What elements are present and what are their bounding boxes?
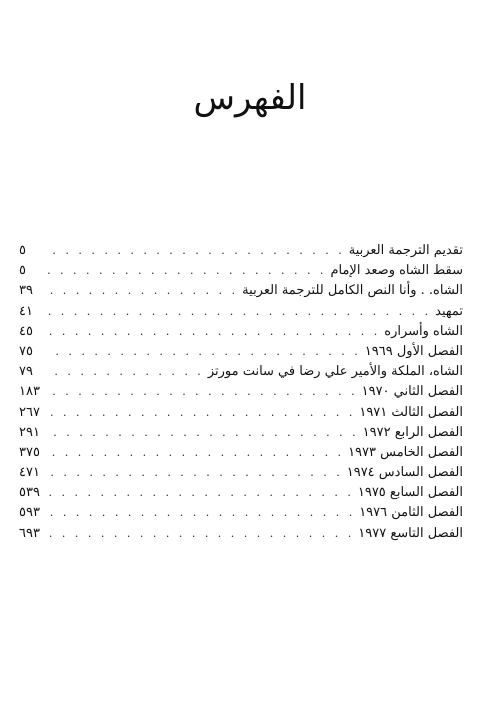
toc-entry xyxy=(19,503,463,523)
page-title: الفهرس xyxy=(193,78,307,118)
dot-leader xyxy=(45,261,326,281)
dot-leader xyxy=(45,382,358,402)
dot-leader xyxy=(45,423,359,443)
toc-entry-page: ٧٥ xyxy=(19,343,33,359)
toc-entry xyxy=(19,524,463,544)
toc-entry xyxy=(19,423,463,443)
toc-entry-title: تقديم الترجمة العربية xyxy=(348,243,463,258)
toc-entry xyxy=(19,443,463,463)
dot-leader xyxy=(45,281,238,301)
toc-entry xyxy=(19,342,463,362)
dot-leader xyxy=(45,302,431,322)
toc-entry-page: ٣٩ xyxy=(19,283,33,299)
toc-entry-page: ٤٧١ xyxy=(19,465,40,481)
toc-entry-page: ٥ xyxy=(19,243,26,258)
dot-leader xyxy=(45,524,354,544)
toc-entry-page: ٦٩٣ xyxy=(19,525,40,541)
toc-entry-title: الشاه، الملكة والأمير علي رضا في سانت مورتز xyxy=(207,364,463,380)
toc-entry-title: الشاه. . وأنا النص الكامل للترجمة العربية xyxy=(242,283,463,299)
toc-entry xyxy=(19,241,463,261)
dot-leader xyxy=(45,241,345,261)
toc-entry xyxy=(19,483,463,503)
dot-leader xyxy=(45,322,380,342)
toc-entry-page: ٧٩ xyxy=(19,364,33,380)
toc-entry-page: ٤٥ xyxy=(19,323,33,339)
dot-leader xyxy=(45,483,354,503)
dot-leader xyxy=(45,443,344,463)
toc-entry xyxy=(19,261,463,281)
toc-entry xyxy=(19,463,463,483)
dot-leader xyxy=(45,403,355,423)
toc-entry-title: الفصل الأول ١٩٦٩ xyxy=(364,343,463,359)
toc-entry-title: الفصل الثاني ١٩٧٠ xyxy=(361,384,463,400)
dot-leader xyxy=(45,463,343,483)
dot-leader xyxy=(45,362,204,382)
toc-entry-page: ٥٣٩ xyxy=(19,485,40,501)
toc-entry xyxy=(19,281,463,301)
toc-entry-page: ٥ xyxy=(19,263,26,279)
toc-entry-title: الفصل التاسع ١٩٧٧ xyxy=(358,525,463,541)
toc-entry-title: سقط الشاه وصعد الإمام xyxy=(330,263,463,279)
toc-entry-title: تمهيد xyxy=(435,303,463,319)
title-block xyxy=(0,78,500,118)
toc-entry-title: الفصل السابع ١٩٧٥ xyxy=(357,485,463,501)
toc-entry-page: ٢٦٧ xyxy=(19,404,40,420)
toc-entry xyxy=(19,382,463,402)
toc-entry-page: ٤١ xyxy=(19,303,33,319)
toc-entry xyxy=(19,362,463,382)
toc-entry-title: الفصل الرابع ١٩٧٢ xyxy=(362,424,463,440)
toc-entry-title: الفصل الثامن ١٩٧٦ xyxy=(359,505,463,521)
toc-entry-title: الفصل الخامس ١٩٧٣ xyxy=(348,444,463,460)
toc-entry-title: الفصل الثالث ١٩٧١ xyxy=(359,404,463,420)
toc-entry-page: ١٨٣ xyxy=(19,384,40,400)
toc-entry-page: ٣٧٥ xyxy=(19,444,40,460)
toc-entry xyxy=(19,302,463,322)
toc-entry xyxy=(19,322,463,342)
toc-entry-page: ٢٩١ xyxy=(19,424,40,440)
table-of-contents xyxy=(19,241,463,544)
toc-entry-page: ٥٩٣ xyxy=(19,505,40,521)
toc-entry-title: الشاه وأسراره xyxy=(384,323,463,339)
dot-leader xyxy=(45,503,355,523)
toc-entry-title: الفصل السادس ١٩٧٤ xyxy=(346,465,463,481)
dot-leader xyxy=(45,342,361,362)
toc-entry xyxy=(19,403,463,423)
